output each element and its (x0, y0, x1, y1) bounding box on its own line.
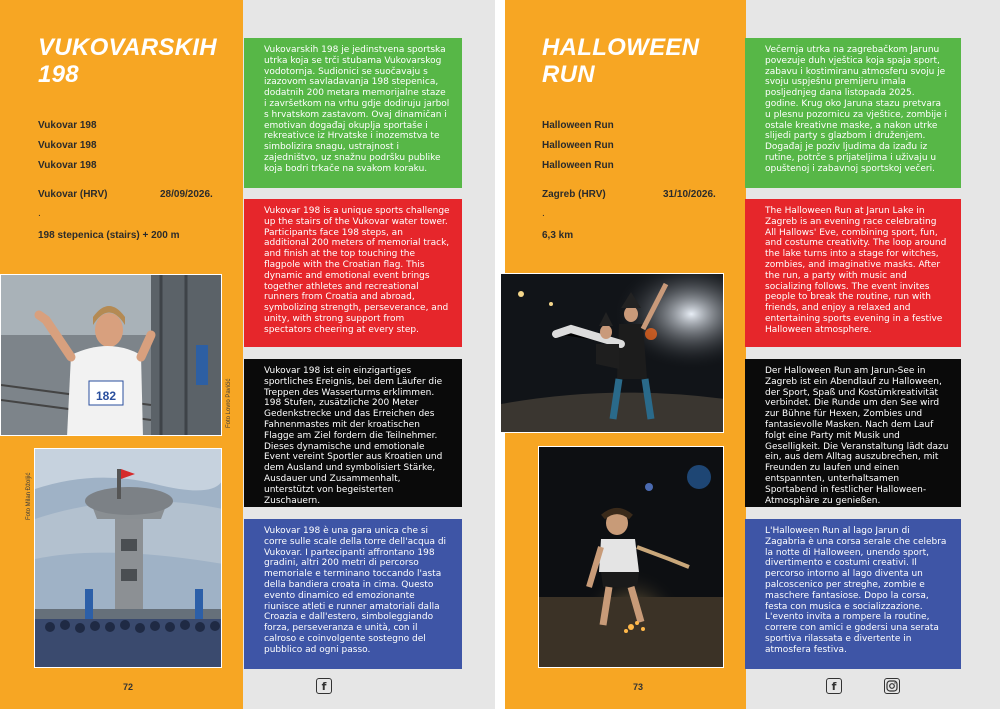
event-name: Vukovar 198 (38, 140, 97, 151)
text-box-croatian: Večernja utrka na zagrebačkom Jarunu povezuje duh vještica koja spaja sport, zabavu i kostimiranu atmosferu svoju je svoju uspješnu premijeru imala posljednjeg dana listopada 2025. godine. Krug oko Jaruna stazu pretvara u plesnu pozornicu za vještice, zombije i ostale kreativne maske, a nakon utrke slijedi party s glazbom i druženjem. Događaj je poziv ljudima da izađu iz rutine, potrče s prijateljima i uživaju u opuštenoj i zabavnoj sportskoj večeri. (745, 38, 961, 188)
event-date: 28/09/2026. (160, 189, 213, 200)
facebook-icon[interactable]: f (316, 678, 332, 694)
photo-credit: Foto Milan Đžoljić (26, 472, 32, 520)
event-distance: 6,3 km (542, 230, 574, 241)
runner-photo (0, 274, 222, 436)
separator-dot: . (38, 208, 41, 219)
event-name: Halloween Run (542, 140, 614, 151)
event-distance: 198 stepenica (stairs) + 200 m (38, 230, 180, 241)
runner-broom-photo (538, 446, 724, 668)
page-title-right: HALLOWEEN RUN (542, 34, 700, 88)
event-name: Halloween Run (542, 120, 614, 131)
text-box-english: The Halloween Run at Jarun Lake in Zagreb is an evening race celebrating All Hallows' Eve, combining sport, fun, and costume creativity. The loop around the lake turns into a stage for witches, zombies, and imaginative masks. After the run, a party with music and socializing follows. The event invites people to break the routine, run with friends, and enjoy a relaxed and entertaining sports evening in a festive Halloween atmosphere. (745, 199, 961, 347)
event-date: 31/10/2026. (663, 189, 716, 200)
text-box-italian: L'Halloween Run al lago Jarun di Zagabria è una corsa serale che celebra la notte di Halloween, unendo sport, divertimento e costumi creativi. Il percorso intorno al lago diventa un palcoscenico per streghe, zombie e maschere fantasiose. Dopo la corsa, festa con musica e socializzazione. L'evento invita a rompere la routine, correre con amici e godersi una serata sportiva rilassata e divertente in atmosfera festiva. (745, 519, 961, 669)
event-location: Zagreb (HRV) (542, 189, 606, 200)
event-location: Vukovar (HRV) (38, 189, 108, 200)
event-name: Halloween Run (542, 160, 614, 171)
instagram-glyph (886, 680, 898, 692)
event-name: Vukovar 198 (38, 160, 97, 171)
page-number: 73 (633, 682, 644, 692)
photo-credit: Foto Lovro Pavičić (226, 378, 232, 428)
text-box-italian: Vukovar 198 è una gara unica che si corre sulle scale della torre dell'acqua di Vukovar. I partecipanti affrontano 198 gradini, altri 200 metri di percorso memoriale e terminano toccando l'asta della bandiera croata in cima. Questo evento dinamico ed emozionante riunisce atleti e runner amatoriali dalla Croazia e dall'estero, simboleggiando forza, perseveranza e unità, con il calroso e coinvolgente sostegno del pubblico ad ogni passo. (244, 519, 462, 669)
page-title-left: VUKOVARSKIH 198 (38, 34, 217, 88)
instagram-icon[interactable] (884, 678, 900, 694)
svg-text:182: 182 (96, 389, 117, 403)
page-number: 72 (123, 682, 134, 692)
text-box-german: Vukovar 198 ist ein einzigartiges sportliches Ereignis, bei dem Läufer die Treppen des Wasserturms erklimmen. 198 Stufen, zusätzliche 200 Meter Gedenkstrecke und das Erreichen des Fahnenmastes mit der kroatischen Flagge am Ziel fordern die Teilnehmer. Dieses dynamische und emotionale Event vereint Sportler aus Kroatien und dem Ausland und symbolisiert Stärke, Ausdauer und Zusammenhalt, unterstützt von begeisterten Zuschauern. (244, 359, 462, 507)
separator-dot: . (542, 208, 545, 219)
event-name: Vukovar 198 (38, 120, 97, 131)
text-box-german: Der Halloween Run am Jarun-See in Zagreb ist ein Abendlauf zu Halloween, der Sport, Spaß und Kostümkreativität verbindet. Die Runde um den See wird zur Bühne für Hexen, Zombies und fantasievolle Masken. Nach dem Lauf folgt eine Party mit Musik und Geselligkeit. Die Veranstaltung lädt dazu ein, aus dem Alltag auszubrechen, mit Freunden zu laufen und einen entspannten, unterhaltsamen Sportabend in festlicher Halloween-Atmosphäre zu genießen. (745, 359, 961, 507)
facebook-icon[interactable]: f (826, 678, 842, 694)
couple-running-photo (500, 273, 724, 433)
water-tower-photo (34, 448, 222, 668)
text-box-english: Vukovar 198 is a unique sports challenge up the stairs of the Vukovar water tower. Participants face 198 steps, an additional 200 meters of memorial track, and finish at the top touching the flagpole with the Croatian flag. This dynamic and emotional event brings together athletes and recreational runners from Croatia and abroad, symbolizing strength, perseverance, and unity, with strong support from spectators cheering at every step. (244, 199, 462, 347)
text-box-croatian: Vukovarskih 198 je jedinstvena sportska utrka koja se trči stubama Vukovarskog vodotornja. Sudionici se suočavaju s izazovom savladavanja 198 stepenica, dodatnih 200 metara memorijalne staze i završetkom na vrhu gdje dodiruju jarbol s hrvatskom zastavom. Ovaj dinamičan i emotivan događaj okuplja sportaše i rekreativce iz Hrvatske i inozemstva te simbolizira snagu, ustrajnost i zajedništvo, uz snažnu podršku publike koja bodri trkače na svakom koraku. (244, 38, 462, 188)
